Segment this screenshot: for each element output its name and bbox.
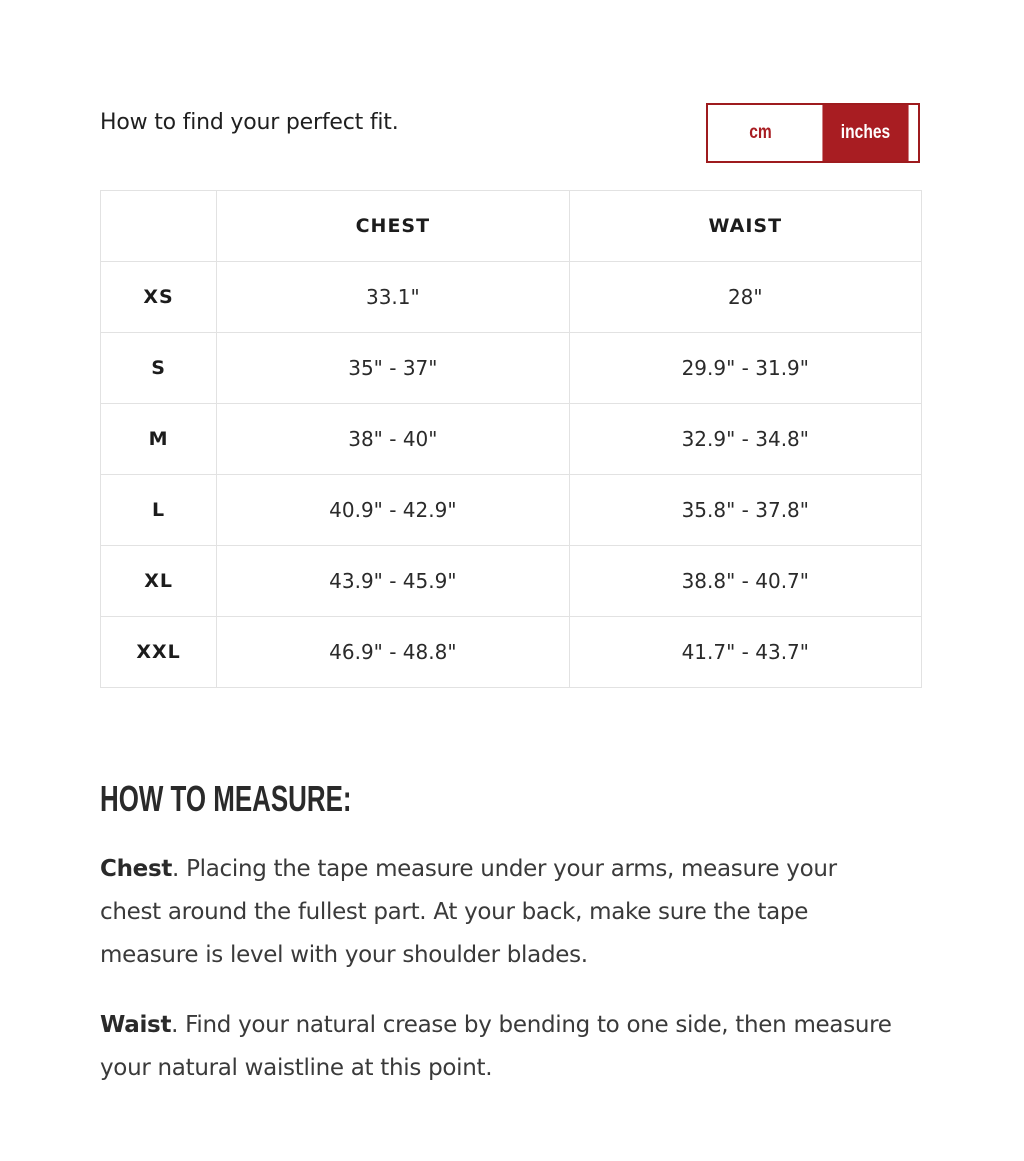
waist-value: 35.8" - 37.8" — [569, 475, 921, 546]
waist-instructions — [100, 1004, 900, 1090]
waist-description: . Find your natural crease by bending to one side, then measure your natural waistline at this point. — [100, 1012, 892, 1081]
chest-value: 33.1" — [217, 262, 569, 333]
size-label: XS — [101, 262, 217, 333]
waist-value: 41.7" - 43.7" — [569, 617, 921, 688]
size-label: XL — [101, 546, 217, 617]
chest-value: 38" - 40" — [217, 404, 569, 475]
unit-toggle[interactable] — [706, 103, 920, 163]
table-header-row — [101, 191, 922, 262]
size-label: L — [101, 475, 217, 546]
table-row — [101, 546, 922, 617]
size-label: S — [101, 333, 217, 404]
header-chest: CHEST — [217, 191, 569, 262]
chest-value: 46.9" - 48.8" — [217, 617, 569, 688]
unit-cm-button[interactable]: cm — [717, 105, 803, 161]
chest-instructions — [100, 848, 900, 977]
unit-inches-button[interactable]: inches — [822, 105, 908, 161]
table-row — [101, 475, 922, 546]
size-label: M — [101, 404, 217, 475]
table-row — [101, 404, 922, 475]
waist-value: 29.9" - 31.9" — [569, 333, 921, 404]
waist-value: 38.8" - 40.7" — [569, 546, 921, 617]
chest-term: Chest — [100, 856, 173, 882]
chest-value: 43.9" - 45.9" — [217, 546, 569, 617]
how-to-measure-heading: HOW TO MEASURE: — [100, 778, 352, 819]
header-waist: WAIST — [569, 191, 921, 262]
waist-term: Waist — [100, 1012, 172, 1038]
chest-value: 35" - 37" — [217, 333, 569, 404]
intro-text: How to find your perfect fit. — [100, 110, 399, 135]
table-row — [101, 333, 922, 404]
table-row — [101, 262, 922, 333]
header-size — [101, 191, 217, 262]
waist-value: 28" — [569, 262, 921, 333]
chest-description: . Placing the tape measure under your arms, measure your chest around the fullest part. At your back, make sure the tape measure is level with your shoulder blades. — [100, 856, 837, 968]
size-label: XXL — [101, 617, 217, 688]
chest-value: 40.9" - 42.9" — [217, 475, 569, 546]
table-row — [101, 617, 922, 688]
size-chart-table — [100, 190, 922, 688]
waist-value: 32.9" - 34.8" — [569, 404, 921, 475]
